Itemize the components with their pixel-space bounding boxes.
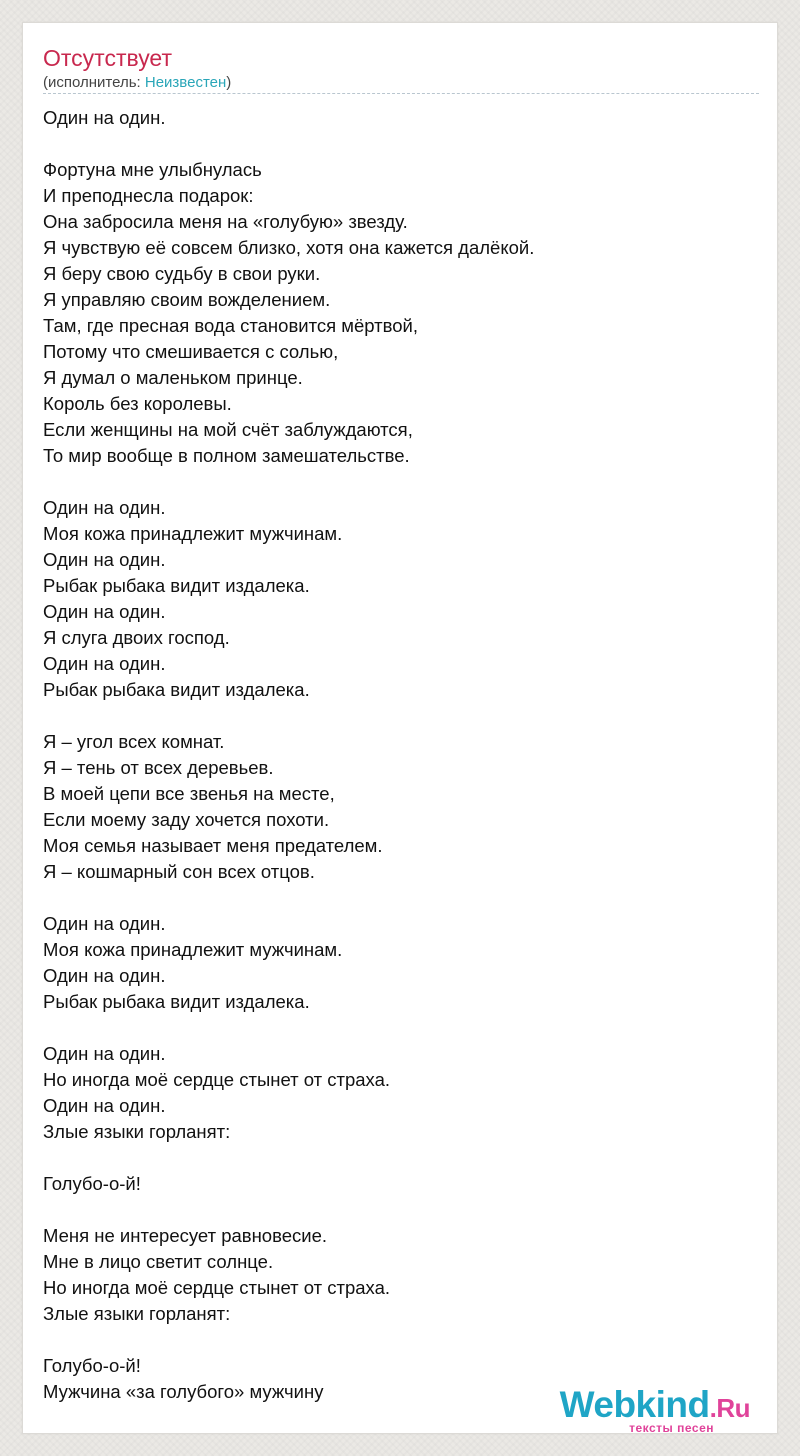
- lyric-line: Один на один.: [43, 1095, 166, 1116]
- lyrics-card: [22, 22, 778, 1434]
- lyric-line: Моя кожа принадлежит мужчинам.: [43, 523, 343, 544]
- lyric-line: Мужчина «за голубого» мужчину: [43, 1381, 324, 1402]
- lyric-line: Фортуна мне улыбнулась: [43, 159, 262, 180]
- lyric-line: Злые языки горланят:: [43, 1121, 231, 1142]
- lyric-line: Я – тень от всех деревьев.: [43, 757, 274, 778]
- watermark-brand: Webkind: [559, 1384, 710, 1425]
- lyric-line: Один на один.: [43, 549, 166, 570]
- lyric-line: Я – кошмарный сон всех отцов.: [43, 861, 315, 882]
- lyric-line: Моя семья называет меня предателем.: [43, 835, 383, 856]
- lyric-blank-line: [43, 1327, 759, 1353]
- lyric-line: Злые языки горланят:: [43, 1303, 231, 1324]
- lyric-blank-line: [43, 469, 759, 495]
- lyric-line: Потому что смешивается с солью,: [43, 341, 339, 362]
- lyric-line: Я слуга двоих господ.: [43, 627, 230, 648]
- lyric-blank-line: [43, 703, 759, 729]
- lyric-blank-line: [43, 131, 759, 157]
- lyric-line: Если моему заду хочется похоти.: [43, 809, 330, 830]
- lyric-line: Она забросила меня на «голубую» звезду.: [43, 211, 408, 232]
- lyric-blank-line: [43, 885, 759, 911]
- lyric-line: Но иногда моё сердце стынет от страха.: [43, 1069, 391, 1090]
- lyric-line: И преподнесла подарок:: [43, 185, 254, 206]
- lyric-line: Меня не интересует равновесие.: [43, 1225, 328, 1246]
- performer-suffix: ): [226, 74, 232, 91]
- lyric-line: Рыбак рыбака видит издалека.: [43, 575, 310, 596]
- lyric-line: Я – угол всех комнат.: [43, 731, 225, 752]
- lyric-line: Один на один.: [43, 965, 166, 986]
- title-divider: [43, 93, 759, 94]
- lyric-blank-line: [43, 1197, 759, 1223]
- watermark-tagline: тексты песен: [629, 1421, 714, 1435]
- lyric-blank-line: [43, 1015, 759, 1041]
- lyric-line: Но иногда моё сердце стынет от страха.: [43, 1277, 391, 1298]
- lyric-line: Я чувствую её совсем близко, хотя она кажется далёкой.: [43, 237, 535, 258]
- site-watermark: [559, 1384, 750, 1435]
- lyric-line: Если женщины на мой счёт заблуждаются,: [43, 419, 413, 440]
- lyrics-text: [43, 105, 759, 1405]
- lyric-line: Один на один.: [43, 601, 166, 622]
- lyric-line: Король без королевы.: [43, 393, 232, 414]
- performer-link[interactable]: Неизвестен: [144, 74, 227, 91]
- lyric-line: Рыбак рыбака видит издалека.: [43, 679, 310, 700]
- lyric-line: Один на один.: [43, 1043, 166, 1064]
- lyric-line: Голубо-о-й!: [43, 1173, 141, 1194]
- song-title: Отсутствует: [43, 45, 172, 71]
- lyric-line: Я беру свою судьбу в свои руки.: [43, 263, 321, 284]
- lyric-line: Один на один.: [43, 653, 166, 674]
- lyric-line: То мир вообще в полном замешательстве.: [43, 445, 410, 466]
- lyric-line: В моей цепи все звенья на месте,: [43, 783, 335, 804]
- lyric-line: Голубо-о-й!: [43, 1355, 141, 1376]
- performer-line: [43, 74, 231, 92]
- lyric-line: Один на один.: [43, 913, 166, 934]
- lyric-line: Мне в лицо светит солнце.: [43, 1251, 274, 1272]
- lyric-line: Я управляю своим вожделением.: [43, 289, 331, 310]
- lyric-line: Рыбак рыбака видит издалека.: [43, 991, 310, 1012]
- lyric-line: Там, где пресная вода становится мёртвой,: [43, 315, 419, 336]
- lyric-blank-line: [43, 1145, 759, 1171]
- lyric-line: Один на один.: [43, 107, 166, 128]
- lyric-line: Один на один.: [43, 497, 166, 518]
- lyric-line: Моя кожа принадлежит мужчинам.: [43, 939, 343, 960]
- lyric-line: Я думал о маленьком принце.: [43, 367, 303, 388]
- performer-prefix: (исполнитель:: [43, 74, 145, 91]
- watermark-tld: .Ru: [709, 1393, 750, 1423]
